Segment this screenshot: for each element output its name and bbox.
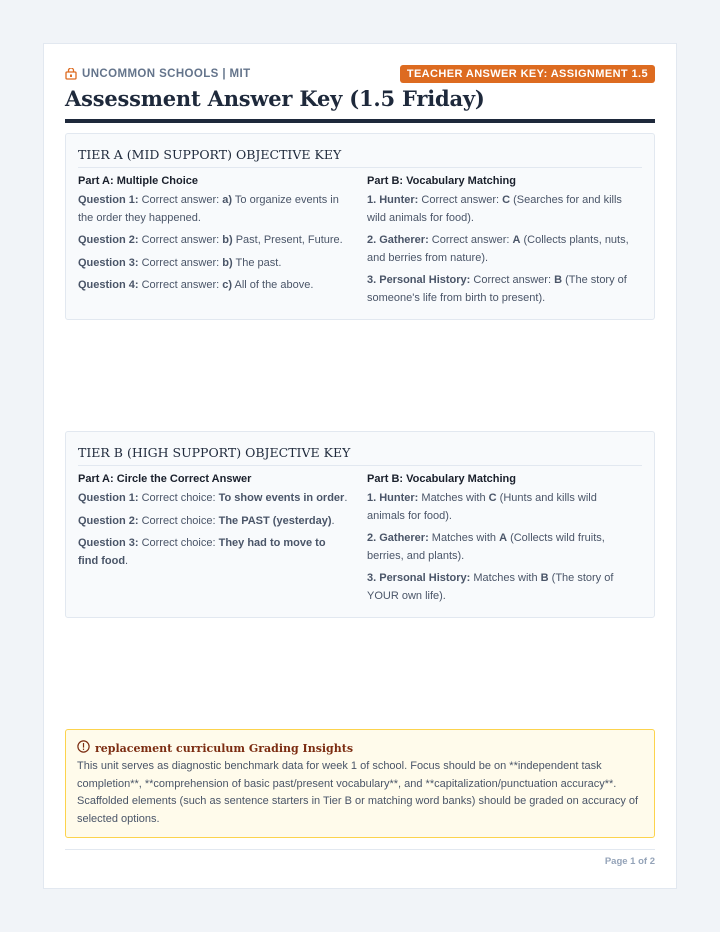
grading-insights-title bbox=[77, 740, 353, 756]
answer-item: 1. Hunter: Matches with C (Hunts and kills wild animals for food). bbox=[367, 492, 597, 522]
tier-a-section bbox=[65, 133, 655, 320]
tier-a-title: TIER A (MID SUPPORT) OBJECTIVE KEY bbox=[78, 147, 642, 168]
answer-item: 2. Gatherer: Correct answer: A (Collects plants, nuts, and berries from nature). bbox=[367, 234, 629, 264]
answer-item: Question 4: Correct answer: c) All of the above. bbox=[78, 279, 314, 291]
answer-item: Question 1: Correct choice: To show events in order. bbox=[78, 492, 348, 504]
answer-item: Question 2: Correct answer: b) Past, Present, Future. bbox=[78, 234, 343, 246]
tier-a-part-b-heading: Part B: Vocabulary Matching bbox=[367, 175, 516, 187]
footer-divider bbox=[65, 849, 655, 850]
tier-b-part-a-heading: Part A: Circle the Correct Answer bbox=[78, 473, 252, 485]
tier-b-title: TIER B (HIGH SUPPORT) OBJECTIVE KEY bbox=[78, 445, 642, 466]
page-header bbox=[65, 65, 655, 83]
organization bbox=[65, 68, 251, 80]
answer-key-page bbox=[43, 43, 677, 889]
title-divider bbox=[65, 119, 655, 123]
tier-a-part-a bbox=[78, 175, 348, 300]
tier-b-section bbox=[65, 431, 655, 618]
grading-insights-callout bbox=[65, 729, 655, 838]
answer-item: 1. Hunter: Correct answer: C (Searches for and kills wild animals for food). bbox=[367, 194, 622, 224]
tier-b-part-a bbox=[78, 473, 348, 575]
page-number: Page 1 of 2 bbox=[604, 856, 655, 867]
answer-item: 3. Personal History: Correct answer: B (The story of someone's life from birth to present). bbox=[367, 274, 627, 304]
info-circle-icon bbox=[77, 740, 90, 756]
answer-item: Question 1: Correct answer: a) To organize events in the order they happened. bbox=[78, 194, 339, 224]
page-title: Assessment Answer Key (1.5 Friday) bbox=[65, 86, 485, 111]
answer-key-badge: TEACHER ANSWER KEY: ASSIGNMENT 1.5 bbox=[400, 65, 655, 83]
answer-item: 3. Personal History: Matches with B (The story of YOUR own life). bbox=[367, 572, 614, 602]
grading-insights-body: This unit serves as diagnostic benchmark data for week 1 of school. Focus should be on **independent task completion**, **comprehension of basic past/present vocabulary**, and **capitalization/punctuation accuracy**. Scaffolded elements (such as sentence starters in Tier B or matching word banks) should be graded on accuracy of selected options. bbox=[77, 760, 639, 825]
grading-insights-title-text: replacement curriculum Grading Insights bbox=[95, 741, 354, 755]
answer-item: Question 3: Correct answer: b) The past. bbox=[78, 256, 282, 269]
tier-b-part-b-heading: Part B: Vocabulary Matching bbox=[367, 473, 516, 485]
tier-b-part-b bbox=[367, 473, 637, 610]
organization-name: UNCOMMON SCHOOLS | MIT bbox=[82, 68, 251, 80]
tier-a-part-a-heading: Part A: Multiple Choice bbox=[78, 175, 198, 187]
school-badge-icon bbox=[65, 68, 77, 80]
answer-item: Question 2: Correct choice: The PAST (yesterday). bbox=[78, 514, 335, 527]
answer-item: Question 3: Correct choice: They had to move to find food. bbox=[78, 537, 326, 567]
answer-item: 2. Gatherer: Matches with A (Collects wild fruits, berries, and plants). bbox=[367, 532, 605, 562]
tier-a-part-b bbox=[367, 175, 637, 312]
